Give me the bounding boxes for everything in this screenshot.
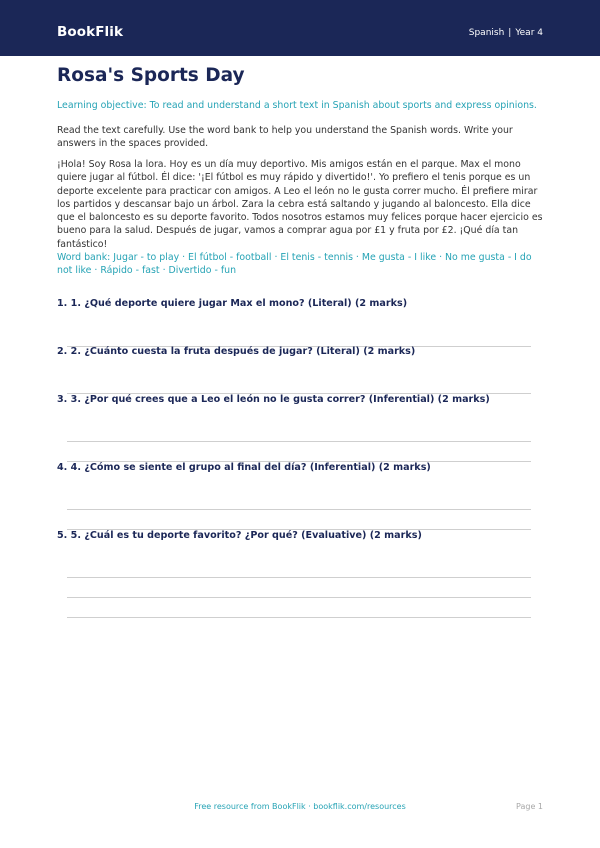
word-bank: Word bank: Jugar - to play · El fútbol - football · El tenis - tennis · Me gusta - I like · No me gusta - I do not like · Rápido - fast · Divertido - fun <box>57 252 532 277</box>
question-2: 2. 2. ¿Cuánto cuesta la fruta después de jugar? (Literal) (2 marks) <box>57 346 416 357</box>
subject-label: Spanish <box>468 28 505 38</box>
question-1: 1. 1. ¿Qué deporte quiere jugar Max el mono? (Literal) (2 marks) <box>57 298 408 309</box>
page-number: Page 1 <box>516 802 543 811</box>
answer-line[interactable] <box>67 597 531 598</box>
year-label: Year 4 <box>515 28 543 38</box>
answer-line[interactable] <box>67 617 531 618</box>
question-5: 5. 5. ¿Cuál es tu deporte favorito? ¿Por qué? (Evaluative) (2 marks) <box>57 530 422 541</box>
footer-credit: Free resource from BookFlik · bookflik.com/resources <box>194 802 406 811</box>
answer-line[interactable] <box>67 441 531 442</box>
learning-objective: Learning objective: To read and understand a short text in Spanish about sports and express opinions. <box>57 100 537 111</box>
question-4: 4. 4. ¿Cómo se siente el grupo al final del día? (Inferential) (2 marks) <box>57 462 431 473</box>
page-title: Rosa's Sports Day <box>57 65 245 86</box>
meta-separator: | <box>508 28 512 38</box>
brand-logo-text: BookFlik <box>57 24 124 40</box>
answer-line[interactable] <box>67 509 531 510</box>
reading-passage: ¡Hola! Soy Rosa la lora. Hoy es un día muy deportivo. Mis amigos están en el parque. Max el mono quiere jugar al fútbol. Él dice: '¡El fútbol es muy rápido y divertido!'. Yo prefiero el tenis porque es un deporte excelente para practicar con amigos. A Leo el león no le gusta correr mucho. Él prefiere mirar los partidos y descansar bajo un árbol. Zara la cebra está saltando y jugando al baloncesto. Ella dice que el baloncesto es su deporte favorito. Todos nosotros estamos muy felices porque hacer ejercicio es bueno para la salud. Después de jugar, vamos a comprar agua por £1 y fruta por £2. ¡Qué día tan fantástico! <box>57 159 543 250</box>
answer-line[interactable] <box>67 577 531 578</box>
page-header <box>0 0 600 56</box>
instructions-text: Read the text carefully. Use the word bank to help you understand the Spanish words. Write your answers in the spaces provided. <box>57 125 513 150</box>
question-3: 3. 3. ¿Por qué crees que a Leo el león no le gusta correr? (Inferential) (2 marks) <box>57 394 490 405</box>
subject-year-label <box>469 27 543 39</box>
